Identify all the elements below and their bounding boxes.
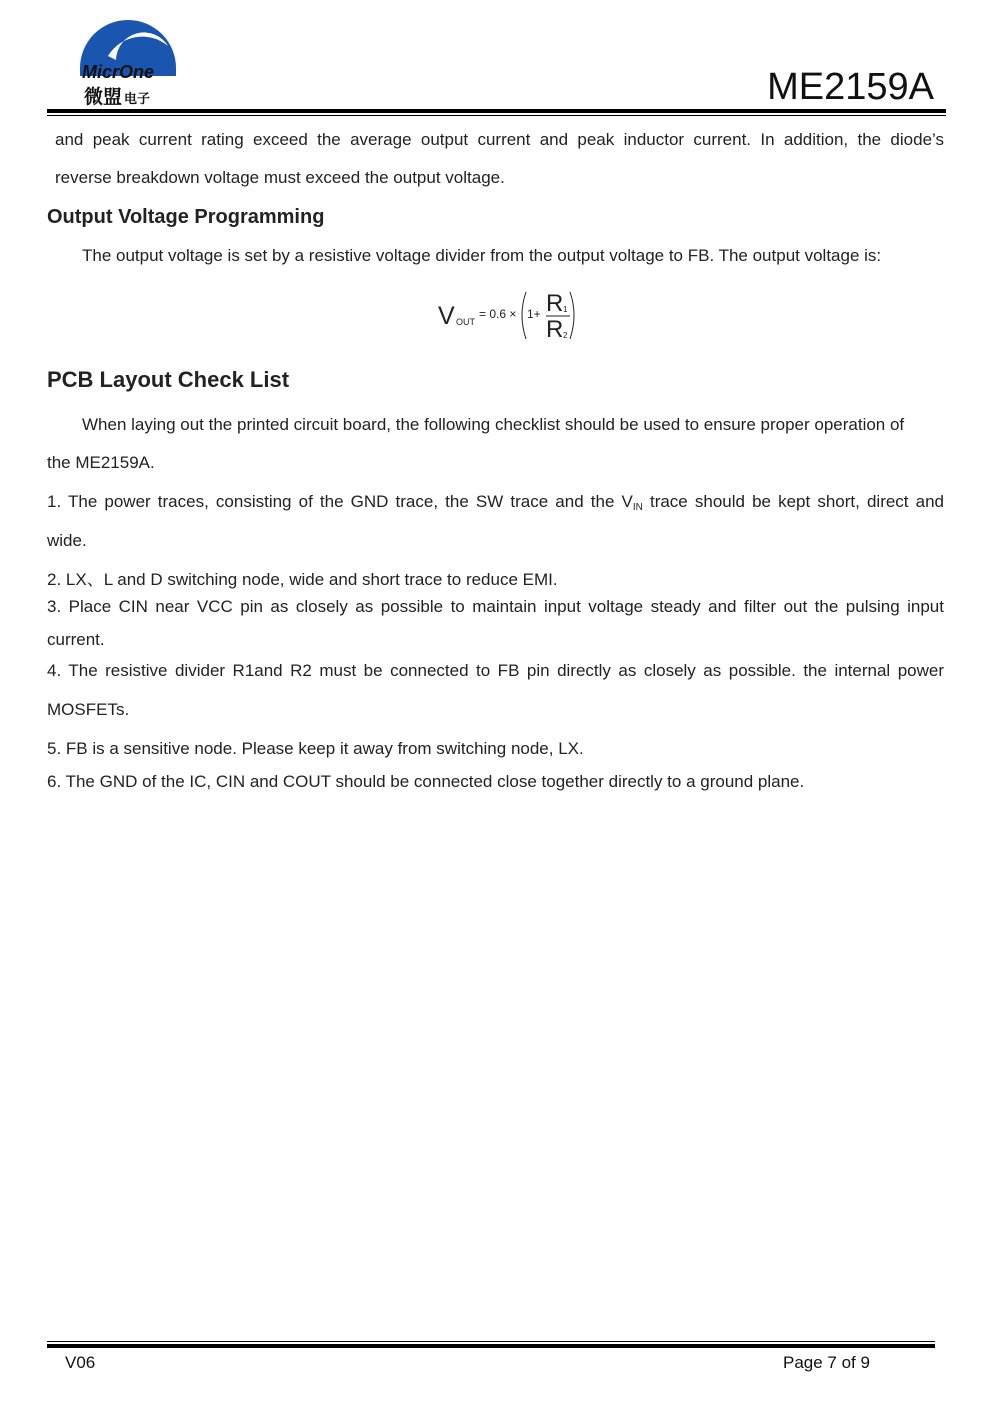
output-voltage-formula [438,287,583,343]
header-rule-thick [47,109,946,113]
heading-pcb-layout: PCB Layout Check List [47,367,290,392]
logo-cn-main: 微盟 [84,86,123,108]
checklist-item-3-cont: current. [47,630,105,649]
formula-right-paren [570,292,574,339]
continuation-line-1: and peak current rating exceed the average output current and peak inductor current. In addition, the diode’s [55,130,944,149]
item1-subscript: IN [632,502,643,513]
footer-version: V06 [65,1353,96,1372]
logo-globe-icon [78,16,180,86]
pcb-intro-line-1: When laying out the printed circuit board, the following checklist should be used to ensure proper operation of [82,415,905,434]
formula-left-paren [522,292,526,339]
checklist-item-1-cont: wide. [47,531,87,550]
pcb-intro-line-2: the ME2159A. [47,453,155,472]
footer-page-number: Page 7 of 9 [783,1353,870,1372]
document-title: ME2159A [767,66,934,108]
footer-rule-thick [47,1344,935,1348]
checklist-item-2: 2. LX、L and D switching node, wide and short trace to reduce EMI. [47,570,558,589]
logo-cn-small: 电子 [124,92,151,107]
checklist-item-1 [47,483,944,527]
heading-output-voltage: Output Voltage Programming [47,206,325,228]
output-voltage-text: The output voltage is set by a resistive voltage divider from the output voltage to FB. The output voltage is: [82,246,882,265]
logo-chinese [84,82,150,109]
formula-v-sub: OUT [456,317,475,327]
formula-v: V [438,302,455,330]
footer-rule-thin [47,1341,935,1342]
formula-numerator-sub: 1 [563,305,568,314]
logo-text: MicrOne [82,62,155,82]
checklist-item-4: 4. The resistive divider R1and R2 must be connected to FB pin directly as closely as possible. the internal power [47,661,944,680]
formula-eq: = 0.6 × [479,307,517,321]
item1-text-b: trace should be kept short, direct and [642,492,945,511]
continuation-line-2: reverse breakdown voltage must exceed the output voltage. [55,168,505,187]
checklist-item-5: 5. FB is a sensitive node. Please keep it away from switching node, LX. [47,739,584,758]
formula-numerator: R [546,290,564,317]
checklist-item-6: 6. The GND of the IC, CIN and COUT should be connected close together directly to a ground plane. [47,772,805,791]
company-logo [78,16,180,108]
formula-denominator: R [546,316,564,343]
header-rule-thin [47,115,946,116]
item1-text-a: 1. The power traces, consisting of the GND trace, the SW trace and the V [47,492,633,511]
checklist-item-3: 3. Place CIN near VCC pin as closely as possible to maintain input voltage steady and filter out the pulsing input [47,597,944,616]
formula-one-plus: 1+ [527,307,541,321]
checklist-item-4-cont: MOSFETs. [47,700,130,719]
formula-denominator-sub: 2 [563,331,568,340]
